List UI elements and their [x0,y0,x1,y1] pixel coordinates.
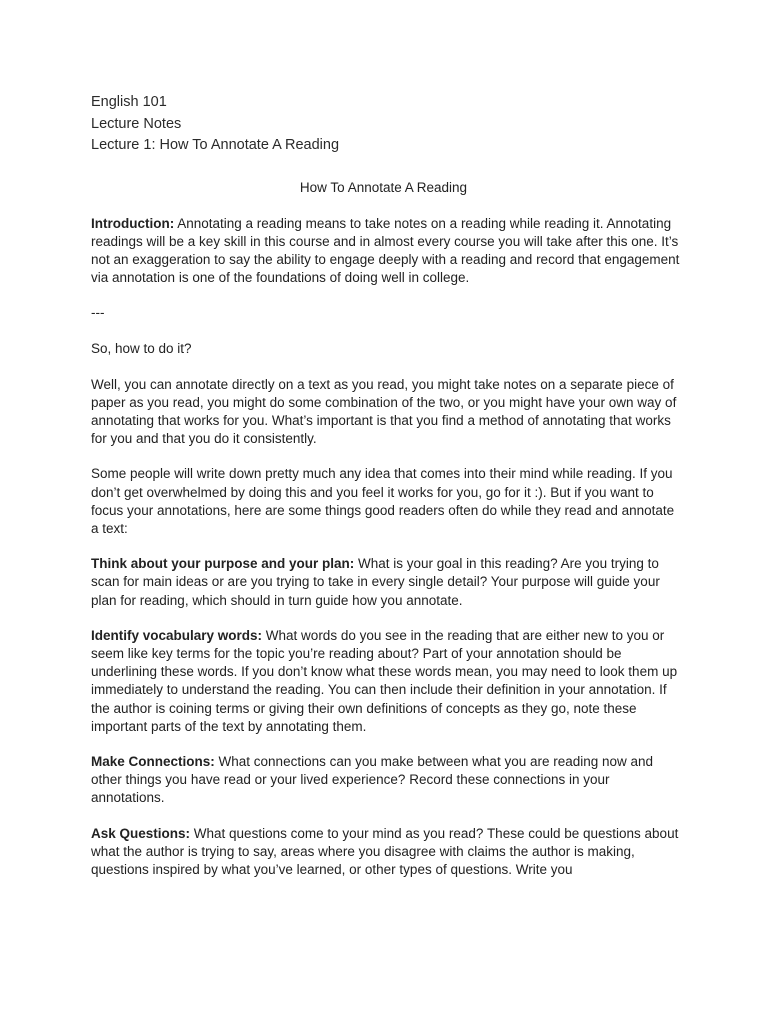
tip-label: Think about your purpose and your plan: [91,556,355,572]
tip-text: What questions come to your mind as you read? These could be questions about what the author is trying to say, areas where you disagree with claims the author is making, questions inspired by what you’ve learned, or other types of questions. Write you [91,825,679,877]
tip-text: What is your goal in this reading? Are you trying to scan for main ideas or are you trying to take in every single detail? Your purpose will guide your plan for reading, which should in turn guide how you annotate. [91,556,660,608]
intro-label: Introduction: [91,215,175,231]
tip-label: Identify vocabulary words: [91,627,263,643]
body-paragraph: Well, you can annotate directly on a text as you read, you might take notes on a separate piece of paper as you read, you might do some combination of the two, or you might have your own way of annotating that works for you. What’s important is that you find a method of annotating that works for you and that you do it consistently. [91,376,677,447]
document-type: Lecture Notes [91,115,182,132]
section-separator: --- [91,305,105,321]
intro-text: Annotating a reading means to take notes on a reading while reading it. Annotating readings will be a key skill in this course and in almost every course you will take after this one. It’s not an exaggeration to say the ability to engage deeply with a reading and record that engagement via annotation is one of the foundations of doing well in college. [91,215,680,286]
tip-questions [91,825,683,880]
tip-vocabulary [91,627,683,736]
tip-connections [91,753,683,808]
tip-label: Ask Questions: [91,825,191,841]
tip-label: Make Connections: [91,753,215,769]
document-body [91,92,691,896]
body-paragraph: Some people will write down pretty much any idea that comes into their mind while reading. If you don’t get overwhelmed by doing this and you feel it works for you, go for it :). But if you want to focus your annotations, here are some things good readers often do while they read and annotate a text: [91,466,675,536]
course-name: English 101 [91,94,167,110]
tip-text: What connections can you make between what you are reading now and other things you have read or your lived experience? Record these connections in your annotations. [91,753,654,806]
intro-paragraph [91,215,683,288]
document-title: How To Annotate A Reading [299,179,468,195]
question-paragraph: So, how to do it? [91,341,192,357]
tip-text: What words do you see in the reading that are either new to you or seem like key terms for the topic you’re reading about? Part of your annotation should be underlining these words. If you don’t know what these words mean, you may need to look them up immediately to understand the reading. You can then include their definition in your annotation. If the author is coining terms or giving their own definitions of concepts as they go, note these important parts of the text by annotating them. [91,627,678,734]
lecture-title: Lecture 1: How To Annotate A Reading [91,137,340,153]
tip-purpose-plan [91,555,683,610]
